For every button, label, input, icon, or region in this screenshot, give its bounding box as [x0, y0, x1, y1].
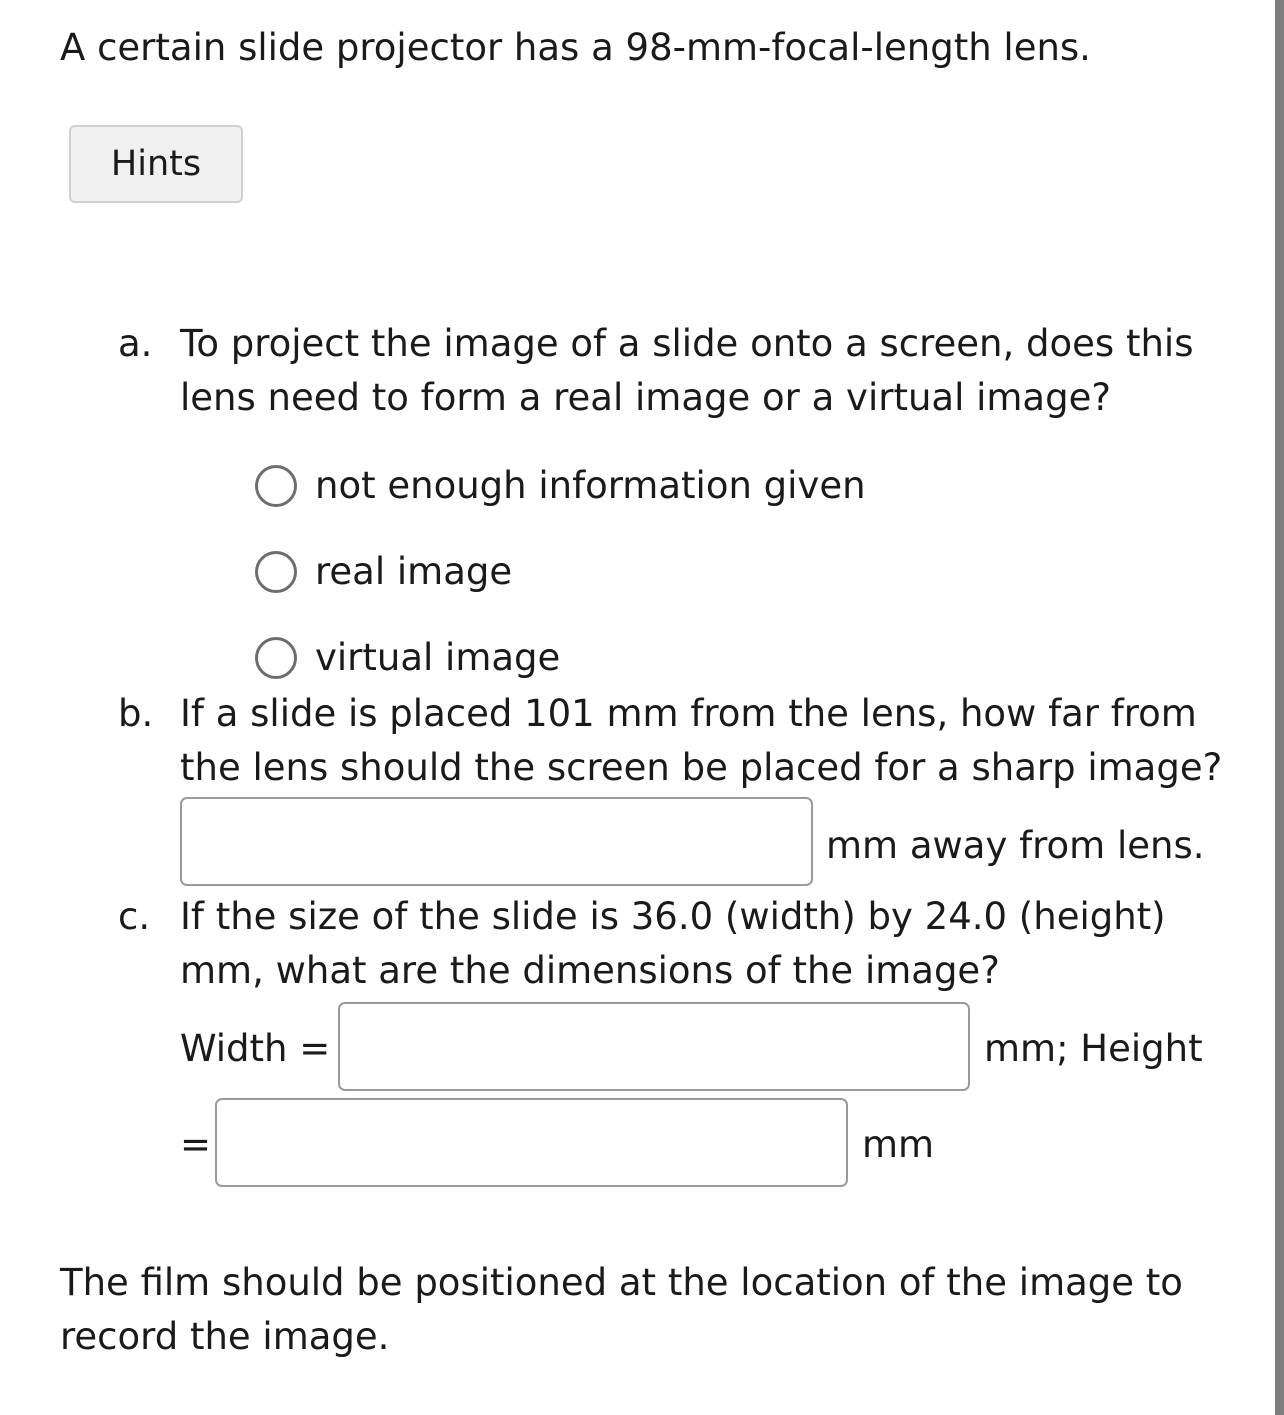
- radio-option-real-image[interactable]: [255, 547, 512, 597]
- film-note-line2: record the image.: [60, 1315, 390, 1358]
- width-label: Width =: [180, 1027, 331, 1070]
- image-distance-input[interactable]: [180, 797, 813, 886]
- radio-circle-icon[interactable]: [255, 637, 297, 679]
- image-height-input[interactable]: [215, 1098, 848, 1187]
- part-b-marker: b.: [118, 692, 154, 735]
- problem-statement: A certain slide projector has a 98-mm-focal-length lens.: [60, 26, 1091, 69]
- image-width-input[interactable]: [338, 1002, 970, 1091]
- part-a-question-line2: lens need to form a real image or a virtual image?: [180, 376, 1111, 419]
- width-unit-height-label: mm; Height: [984, 1027, 1203, 1070]
- part-b-question-line1: If a slide is placed 101 mm from the lens, how far from: [180, 692, 1197, 735]
- radio-option-label: virtual image: [315, 636, 561, 679]
- part-a-question-line1: To project the image of a slide onto a screen, does this: [180, 322, 1194, 365]
- part-c-marker: c.: [118, 895, 151, 938]
- height-equals-label: =: [180, 1123, 212, 1166]
- image-distance-unit: mm away from lens.: [826, 824, 1205, 867]
- radio-option-label: not enough information given: [315, 464, 866, 507]
- radio-option-label: real image: [315, 550, 513, 593]
- radio-circle-icon[interactable]: [255, 465, 297, 507]
- part-a-marker: a.: [118, 322, 153, 365]
- height-unit: mm: [862, 1123, 935, 1166]
- radio-option-not-enough-information[interactable]: [255, 461, 866, 511]
- part-c-question-line1: If the size of the slide is 36.0 (width) by 24.0 (height): [180, 895, 1166, 938]
- part-b-question-line2: the lens should the screen be placed for a sharp image?: [180, 746, 1223, 789]
- hints-button[interactable]: Hints: [69, 125, 243, 203]
- page-scrollbar[interactable]: [1275, 0, 1284, 1415]
- radio-option-virtual-image[interactable]: [255, 633, 560, 683]
- radio-circle-icon[interactable]: [255, 551, 297, 593]
- film-note: [60, 1256, 1183, 1364]
- part-c-question-line2: mm, what are the dimensions of the image?: [180, 949, 1000, 992]
- film-note-line1: The film should be positioned at the location of the image to: [60, 1261, 1183, 1304]
